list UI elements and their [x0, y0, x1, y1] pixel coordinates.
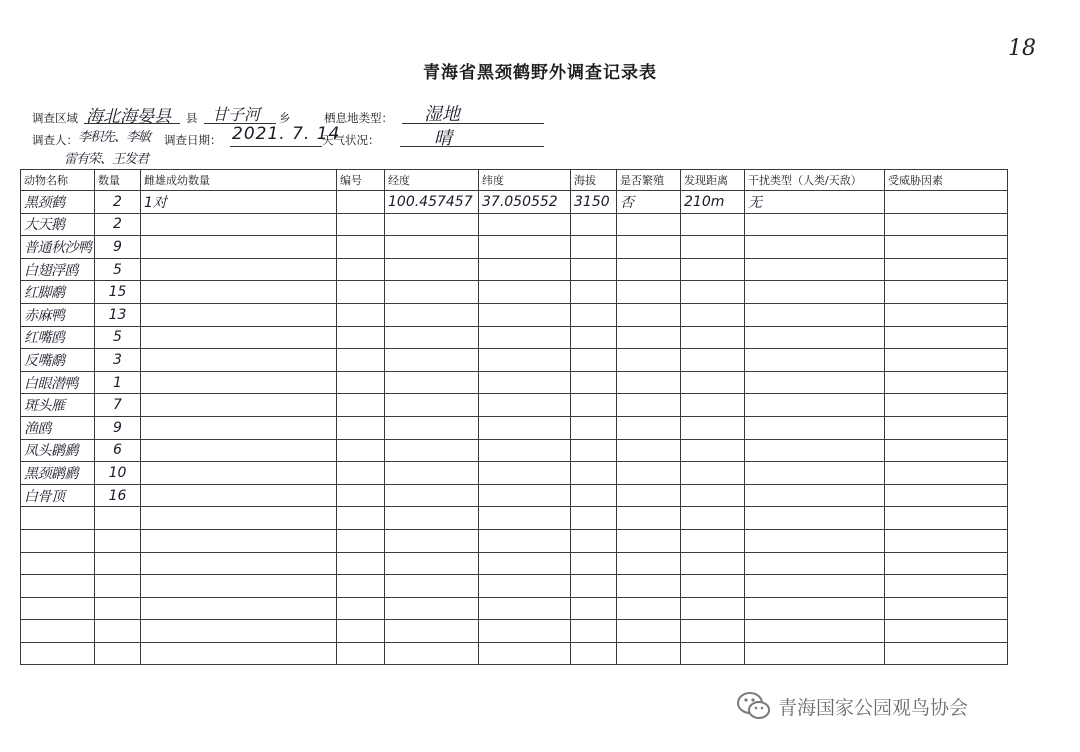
table-cell	[337, 394, 385, 417]
table-cell: 赤麻鸭	[21, 303, 95, 326]
table-cell	[337, 507, 385, 530]
table-cell	[337, 303, 385, 326]
table-cell	[141, 371, 337, 394]
table-row	[21, 507, 1008, 530]
table-cell	[617, 281, 681, 304]
table-cell	[479, 507, 571, 530]
table-cell	[385, 349, 479, 372]
weather-label: 天气状况：	[322, 133, 380, 147]
table-cell: 16	[95, 484, 141, 507]
table-cell	[617, 529, 681, 552]
table-cell	[571, 507, 617, 530]
table-cell: 5	[95, 326, 141, 349]
table-cell	[681, 394, 745, 417]
column-header: 是否繁殖	[617, 170, 681, 191]
table-cell	[681, 575, 745, 598]
table-cell	[385, 258, 479, 281]
table-cell	[617, 597, 681, 620]
table-cell	[885, 484, 1008, 507]
table-cell: 3150	[571, 191, 617, 214]
table-cell	[385, 439, 479, 462]
table-cell	[745, 552, 885, 575]
table-cell	[337, 258, 385, 281]
table-cell	[479, 620, 571, 643]
table-cell	[479, 642, 571, 665]
table-cell	[385, 213, 479, 236]
table-cell	[141, 236, 337, 259]
weather-value: 晴	[434, 128, 452, 149]
table-row	[21, 394, 1008, 417]
table-cell: 6	[95, 439, 141, 462]
table-cell: 10	[95, 462, 141, 485]
table-cell	[337, 439, 385, 462]
table-cell	[617, 620, 681, 643]
table-cell	[745, 281, 885, 304]
table-cell	[885, 416, 1008, 439]
table-cell	[479, 575, 571, 598]
table-cell	[681, 507, 745, 530]
table-cell	[681, 258, 745, 281]
table-cell	[617, 462, 681, 485]
table-cell	[617, 213, 681, 236]
table-cell	[745, 303, 885, 326]
table-row	[21, 213, 1008, 236]
table-cell: 3	[95, 349, 141, 372]
survey-area-underline	[84, 123, 180, 124]
survey-date-value: 2021. 7. 14	[232, 124, 341, 144]
table-cell	[479, 394, 571, 417]
table-cell	[681, 462, 745, 485]
table-cell	[681, 620, 745, 643]
table-cell	[571, 529, 617, 552]
table-cell	[21, 575, 95, 598]
habitat-value: 湿地	[424, 104, 460, 125]
table-cell	[885, 349, 1008, 372]
table-cell	[571, 416, 617, 439]
table-cell	[681, 439, 745, 462]
table-cell	[681, 213, 745, 236]
table-cell	[337, 484, 385, 507]
table-cell	[745, 349, 885, 372]
table-cell	[885, 371, 1008, 394]
table-cell	[885, 394, 1008, 417]
table-cell	[617, 394, 681, 417]
table-cell	[141, 462, 337, 485]
table-cell	[95, 529, 141, 552]
table-cell	[141, 439, 337, 462]
table-cell	[617, 416, 681, 439]
table-row	[21, 642, 1008, 665]
table-cell	[141, 620, 337, 643]
table-cell: 37.050552	[479, 191, 571, 214]
table-cell	[745, 258, 885, 281]
table-cell	[479, 213, 571, 236]
table-cell	[385, 597, 479, 620]
table-cell: 白骨顶	[21, 484, 95, 507]
table-cell: 否	[617, 191, 681, 214]
table-cell: 白翅浮鸥	[21, 258, 95, 281]
table-cell	[385, 303, 479, 326]
table-cell	[141, 281, 337, 304]
table-cell	[745, 394, 885, 417]
table-cell: 13	[95, 303, 141, 326]
table-cell	[479, 281, 571, 304]
table-row	[21, 620, 1008, 643]
table-cell: 1	[95, 371, 141, 394]
page-number: 18	[1008, 36, 1036, 61]
table-cell	[21, 529, 95, 552]
column-header: 雌雄成幼数量	[141, 170, 337, 191]
table-cell	[571, 484, 617, 507]
survey-date-label: 调查日期：	[164, 133, 222, 147]
table-cell	[95, 597, 141, 620]
table-cell	[141, 642, 337, 665]
table-row	[21, 462, 1008, 485]
table-cell: 15	[95, 281, 141, 304]
column-header: 纬度	[479, 170, 571, 191]
table-cell	[479, 371, 571, 394]
table-cell	[681, 642, 745, 665]
table-cell	[95, 642, 141, 665]
table-cell	[141, 213, 337, 236]
table-cell: 黑颈鹤	[21, 191, 95, 214]
table-cell	[337, 236, 385, 259]
column-header: 受威胁因素	[885, 170, 1008, 191]
table-cell	[141, 575, 337, 598]
table-cell	[885, 620, 1008, 643]
table-cell	[745, 597, 885, 620]
table-cell	[617, 371, 681, 394]
column-header: 编号	[337, 170, 385, 191]
table-cell	[571, 326, 617, 349]
table-cell	[885, 507, 1008, 530]
record-table	[20, 169, 1008, 665]
table-cell	[385, 416, 479, 439]
table-cell	[337, 191, 385, 214]
table-cell	[571, 371, 617, 394]
column-header: 动物名称	[21, 170, 95, 191]
table-cell	[885, 439, 1008, 462]
table-cell	[617, 439, 681, 462]
wechat-icon	[736, 690, 772, 722]
table-cell	[681, 371, 745, 394]
table-cell	[479, 462, 571, 485]
table-cell	[885, 303, 1008, 326]
table-cell	[745, 529, 885, 552]
table-cell	[337, 371, 385, 394]
table-cell	[479, 552, 571, 575]
table-cell	[479, 236, 571, 259]
table-cell: 红嘴鸥	[21, 326, 95, 349]
table-header-row	[21, 170, 1008, 191]
county-label: 县	[186, 111, 198, 125]
table-cell	[337, 326, 385, 349]
table-cell	[141, 507, 337, 530]
table-cell	[745, 439, 885, 462]
table-cell	[479, 258, 571, 281]
table-cell: 2	[95, 191, 141, 214]
table-cell	[617, 484, 681, 507]
table-cell	[681, 281, 745, 304]
table-cell	[385, 484, 479, 507]
column-header: 发现距离	[681, 170, 745, 191]
table-cell	[745, 213, 885, 236]
table-row	[21, 597, 1008, 620]
table-cell	[479, 349, 571, 372]
survey-date-underline	[230, 146, 322, 147]
table-cell	[571, 552, 617, 575]
table-cell	[337, 529, 385, 552]
table-cell	[681, 552, 745, 575]
table-cell	[681, 349, 745, 372]
table-cell	[681, 303, 745, 326]
table-cell: 凤头䴙䴘	[21, 439, 95, 462]
table-cell	[21, 507, 95, 530]
surveyor-value-2: 雷有荣、王发君	[64, 152, 149, 167]
watermark	[736, 690, 968, 722]
table-cell	[141, 597, 337, 620]
table-cell: 1对	[141, 191, 337, 214]
table-cell	[385, 236, 479, 259]
table-cell	[337, 575, 385, 598]
column-header: 经度	[385, 170, 479, 191]
table-cell	[385, 462, 479, 485]
table-cell	[681, 416, 745, 439]
table-cell	[385, 326, 479, 349]
table-cell: 2	[95, 213, 141, 236]
table-cell: 大天鹅	[21, 213, 95, 236]
table-cell	[617, 349, 681, 372]
table-cell: 9	[95, 236, 141, 259]
table-cell	[95, 552, 141, 575]
table-cell	[95, 507, 141, 530]
table-cell: 100.457457	[385, 191, 479, 214]
table-cell	[385, 507, 479, 530]
table-cell: 渔鸥	[21, 416, 95, 439]
table-cell	[571, 394, 617, 417]
table-cell	[385, 575, 479, 598]
column-header: 数量	[95, 170, 141, 191]
surveyor-value: 李积先、李敏	[78, 130, 151, 145]
habitat-label: 栖息地类型：	[324, 111, 393, 125]
table-row	[21, 236, 1008, 259]
table-cell: 无	[745, 191, 885, 214]
table-cell	[745, 371, 885, 394]
table-cell	[745, 642, 885, 665]
table-cell	[571, 349, 617, 372]
table-cell	[617, 575, 681, 598]
table-cell	[745, 416, 885, 439]
table-cell	[681, 529, 745, 552]
table-cell	[885, 642, 1008, 665]
weather-underline	[400, 146, 544, 147]
table-row	[21, 349, 1008, 372]
table-cell	[337, 462, 385, 485]
watermark-text: 青海国家公园观鸟协会	[778, 696, 969, 719]
table-cell	[885, 281, 1008, 304]
table-cell	[885, 326, 1008, 349]
table-row	[21, 281, 1008, 304]
table-cell	[571, 575, 617, 598]
table-cell	[141, 416, 337, 439]
table-cell	[479, 484, 571, 507]
table-cell	[337, 552, 385, 575]
form-title: 青海省黑颈鹤野外调查记录表	[423, 63, 657, 83]
table-cell: 斑头雁	[21, 394, 95, 417]
table-cell	[337, 597, 385, 620]
table-cell	[385, 394, 479, 417]
table-cell: 反嘴鹬	[21, 349, 95, 372]
table-cell	[571, 642, 617, 665]
survey-area-label: 调查区域	[32, 111, 78, 125]
table-cell	[681, 597, 745, 620]
table-cell	[385, 529, 479, 552]
table-cell	[479, 529, 571, 552]
table-cell	[95, 620, 141, 643]
table-cell	[141, 303, 337, 326]
table-cell	[141, 258, 337, 281]
table-cell	[745, 620, 885, 643]
table-cell	[617, 258, 681, 281]
table-cell	[21, 620, 95, 643]
table-cell	[571, 303, 617, 326]
table-cell	[141, 484, 337, 507]
table-cell	[885, 191, 1008, 214]
table-cell	[745, 326, 885, 349]
table-row	[21, 484, 1008, 507]
table-cell	[141, 326, 337, 349]
table-cell	[337, 213, 385, 236]
table-cell	[385, 552, 479, 575]
table-cell	[21, 597, 95, 620]
table-row	[21, 191, 1008, 214]
table-cell	[885, 213, 1008, 236]
table-cell	[479, 439, 571, 462]
table-cell: 7	[95, 394, 141, 417]
table-cell	[617, 326, 681, 349]
table-cell	[571, 620, 617, 643]
table-cell	[885, 258, 1008, 281]
habitat-underline	[402, 123, 544, 124]
table-cell	[337, 642, 385, 665]
table-cell	[479, 303, 571, 326]
table-cell	[681, 484, 745, 507]
table-cell	[745, 462, 885, 485]
table-row	[21, 326, 1008, 349]
table-cell	[617, 236, 681, 259]
table-cell: 白眼潜鸭	[21, 371, 95, 394]
table-row	[21, 575, 1008, 598]
table-cell	[571, 462, 617, 485]
table-cell	[745, 236, 885, 259]
table-cell	[745, 484, 885, 507]
table-cell	[141, 529, 337, 552]
table-cell	[141, 349, 337, 372]
table-cell	[571, 281, 617, 304]
table-row	[21, 416, 1008, 439]
table-cell	[385, 620, 479, 643]
table-cell	[571, 258, 617, 281]
survey-area-value: 海北海晏县	[86, 107, 171, 127]
table-cell: 5	[95, 258, 141, 281]
table-cell: 红脚鹬	[21, 281, 95, 304]
table-cell	[337, 281, 385, 304]
table-cell	[885, 462, 1008, 485]
column-header: 干扰类型（人类/天敌）	[745, 170, 885, 191]
table-cell	[337, 416, 385, 439]
table-cell: 黑颈䴙䴘	[21, 462, 95, 485]
table-cell	[385, 281, 479, 304]
table-cell	[385, 642, 479, 665]
table-cell	[337, 349, 385, 372]
table-cell	[21, 552, 95, 575]
table-cell	[21, 642, 95, 665]
table-cell	[681, 326, 745, 349]
table-cell	[479, 326, 571, 349]
table-row	[21, 552, 1008, 575]
table-row	[21, 529, 1008, 552]
table-body	[21, 191, 1008, 665]
table-cell	[885, 575, 1008, 598]
table-cell	[885, 529, 1008, 552]
column-header: 海拔	[571, 170, 617, 191]
table-row	[21, 258, 1008, 281]
table-cell	[681, 236, 745, 259]
table-cell	[571, 213, 617, 236]
table-cell	[95, 575, 141, 598]
table-cell	[617, 303, 681, 326]
table-cell	[885, 597, 1008, 620]
table-cell	[745, 507, 885, 530]
table-row	[21, 439, 1008, 462]
table-cell	[337, 620, 385, 643]
table-cell	[617, 507, 681, 530]
township-label: 乡	[279, 111, 291, 125]
table-cell	[571, 236, 617, 259]
table-cell: 普通秋沙鸭	[21, 236, 95, 259]
table-row	[21, 371, 1008, 394]
table-cell	[617, 642, 681, 665]
table-cell: 210m	[681, 191, 745, 214]
table-cell: 9	[95, 416, 141, 439]
table-cell	[479, 416, 571, 439]
table-cell	[385, 371, 479, 394]
table-cell	[571, 597, 617, 620]
table-cell	[141, 394, 337, 417]
table-row	[21, 303, 1008, 326]
table-cell	[571, 439, 617, 462]
table-cell	[745, 575, 885, 598]
table-cell	[141, 552, 337, 575]
table-cell	[479, 597, 571, 620]
table-cell	[885, 552, 1008, 575]
table-cell	[885, 236, 1008, 259]
table-cell	[617, 552, 681, 575]
surveyor-label: 调查人：	[32, 133, 78, 147]
township-value: 甘子河	[212, 105, 261, 124]
